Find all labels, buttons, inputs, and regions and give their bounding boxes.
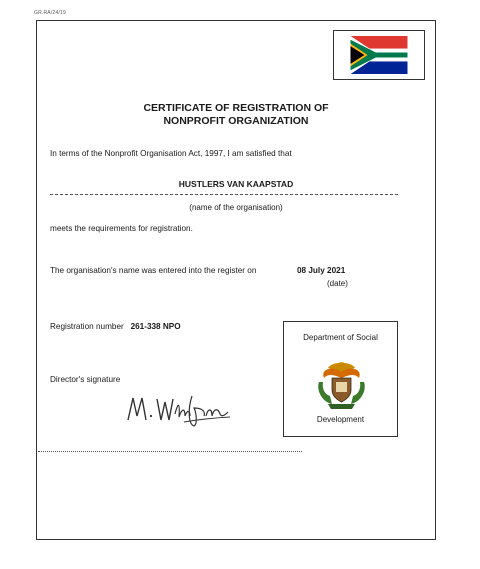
organisation-name: HUSTLERS VAN KAAPSTAD [178,179,294,189]
signature-dotted-line [38,451,302,452]
requirements-text: meets the requirements for registration. [50,224,193,233]
signature-label: Director's signature [50,375,121,384]
organisation-note: (name of the organisation) [189,203,283,212]
department-line-1: Department of Social [303,333,378,342]
registration-number: 261-338 NPO [130,322,181,331]
register-date: 08 July 2021 [297,266,346,275]
intro-text: In terms of the Nonprofit Organisation Act, 1997, I am satisfied that [50,149,292,158]
south-africa-flag-icon [347,36,411,74]
register-text: The organisation's name was entered into the register on [50,266,257,275]
coat-of-arms-icon [314,358,369,410]
director-signature [124,390,234,435]
department-stamp-box [283,321,398,437]
date-note: (date) [327,279,348,288]
name-underline [50,194,398,195]
title-line-2: NONPROFIT ORGANIZATION [163,115,309,127]
certificate-border [36,20,436,540]
registration-label: Registration number [50,322,124,331]
certificate-title [36,102,436,128]
title-line-1: CERTIFICATE OF REGISTRATION OF [143,102,329,114]
registration-row [50,322,181,331]
department-line-2: Development [316,415,365,424]
document-code: GR.RA/24/19 [34,10,66,16]
flag-box [333,30,425,80]
